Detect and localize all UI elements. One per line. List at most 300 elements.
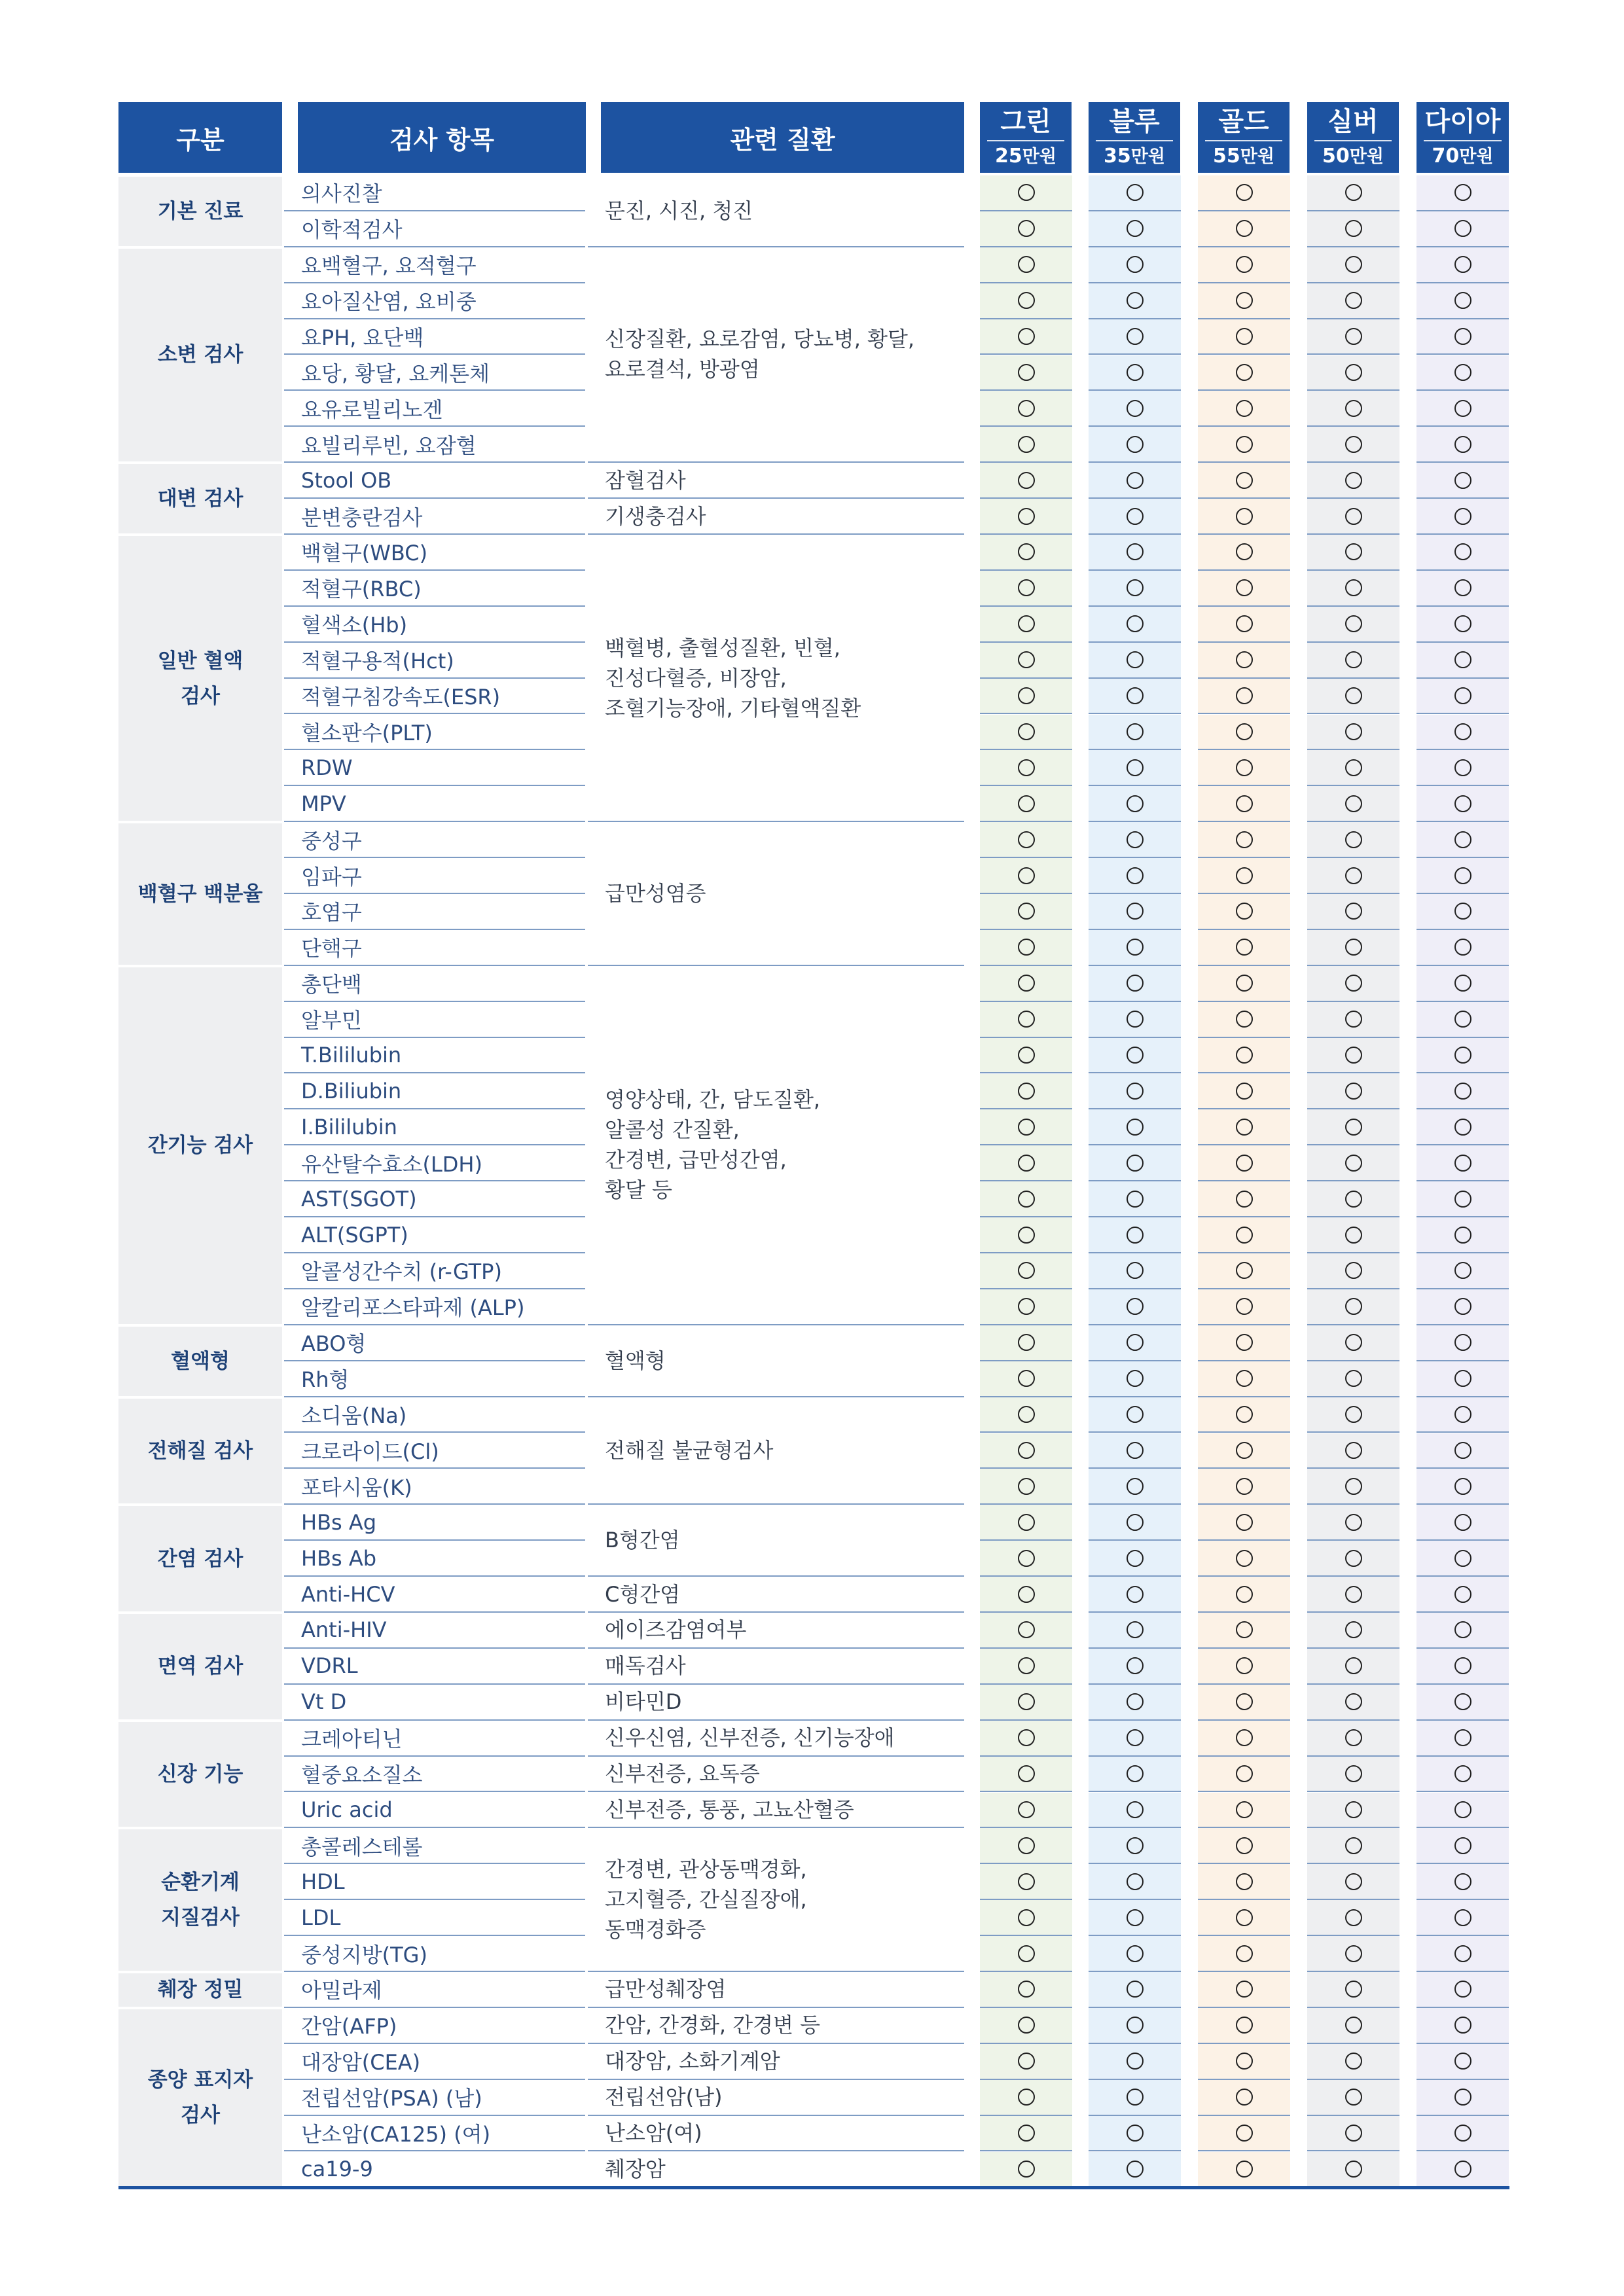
- included-mark-icon: [1236, 1442, 1253, 1459]
- plan-cell-green: [980, 1325, 1072, 1361]
- plan-cell-blue: [1089, 1541, 1181, 1577]
- included-mark-icon: [1345, 1442, 1362, 1459]
- plan-cell-green: [980, 499, 1072, 535]
- plan-cell-silver: [1307, 211, 1399, 247]
- plan-cell-green: [980, 1145, 1072, 1181]
- plan-cell-silver: [1307, 1828, 1399, 1864]
- included-mark-icon: [1127, 939, 1144, 956]
- category-label: 면역 검사: [157, 1655, 244, 1679]
- table-row-item: 단핵구: [284, 930, 585, 966]
- plan-cell-blue: [1089, 1325, 1181, 1361]
- plan-cell-silver: [1307, 535, 1399, 571]
- plan-cell-green: [980, 1397, 1072, 1433]
- included-mark-icon: [1454, 220, 1471, 237]
- included-mark-icon: [1236, 795, 1253, 812]
- plan-cell-diamond: [1416, 1253, 1509, 1289]
- included-mark-icon: [1127, 364, 1144, 381]
- included-mark-icon: [1345, 184, 1362, 201]
- included-mark-icon: [1345, 867, 1362, 884]
- included-mark-icon: [1454, 2053, 1471, 2070]
- plan-cell-blue: [1089, 2008, 1181, 2044]
- plan-cell-green: [980, 1793, 1072, 1829]
- included-mark-icon: [1236, 1155, 1253, 1172]
- included-mark-icon: [1236, 1909, 1253, 1926]
- included-mark-icon: [1236, 1873, 1253, 1890]
- plan-cell-green: [980, 715, 1072, 751]
- plan-cell-diamond: [1416, 1361, 1509, 1397]
- included-mark-icon: [1127, 2089, 1144, 2106]
- disease-cell: 급만성염증: [588, 822, 964, 966]
- included-mark-icon: [1127, 1047, 1144, 1064]
- included-mark-icon: [1345, 1119, 1362, 1136]
- plan-cell-green: [980, 1109, 1072, 1145]
- included-mark-icon: [1127, 2053, 1144, 2070]
- included-mark-icon: [1345, 2161, 1362, 2178]
- table-row-item: VDRL: [284, 1649, 585, 1685]
- included-mark-icon: [1454, 1657, 1471, 1674]
- plan-cell-silver: [1307, 1289, 1399, 1325]
- included-mark-icon: [1236, 1621, 1253, 1638]
- plan-cell-green: [980, 2080, 1072, 2116]
- plan-cell-gold: [1198, 1145, 1290, 1181]
- included-mark-icon: [1018, 508, 1035, 525]
- header-disease: [601, 102, 964, 173]
- plan-cell-silver: [1307, 1145, 1399, 1181]
- plan-cell-green: [980, 427, 1072, 463]
- plan-cell-silver: [1307, 2008, 1399, 2044]
- included-mark-icon: [1127, 579, 1144, 596]
- plan-cell-diamond: [1416, 211, 1509, 247]
- plan-cell-diamond: [1416, 930, 1509, 966]
- included-mark-icon: [1236, 364, 1253, 381]
- table-row-item: 총콜레스테롤: [284, 1828, 585, 1864]
- plan-cell-diamond: [1416, 1289, 1509, 1325]
- plan-cell-diamond: [1416, 247, 1509, 283]
- table-row-item: ALT(SGPT): [284, 1217, 585, 1253]
- plan-cell-green: [980, 750, 1072, 786]
- included-mark-icon: [1018, 2017, 1035, 2034]
- plan-cell-green: [980, 1757, 1072, 1793]
- included-mark-icon: [1018, 543, 1035, 560]
- table-row-item: Anti-HIV: [284, 1613, 585, 1649]
- included-mark-icon: [1127, 1155, 1144, 1172]
- table-row-item: 총단백: [284, 966, 585, 1002]
- plan-cell-green: [980, 1002, 1072, 1038]
- plan-name: 그린: [1000, 107, 1051, 137]
- plan-cell-green: [980, 175, 1072, 211]
- plan-cell-green: [980, 2152, 1072, 2188]
- plan-price-unit: 만원: [1240, 147, 1274, 167]
- plan-price: [1322, 141, 1384, 172]
- plan-cell-silver: [1307, 1217, 1399, 1253]
- plan-cell-gold: [1198, 607, 1290, 643]
- included-mark-icon: [1345, 1298, 1362, 1315]
- included-mark-icon: [1236, 939, 1253, 956]
- included-mark-icon: [1018, 1262, 1035, 1279]
- plan-cell-blue: [1089, 1289, 1181, 1325]
- plan-cell-gold: [1198, 1397, 1290, 1433]
- plan-cell-green: [980, 1828, 1072, 1864]
- plan-cell-silver: [1307, 427, 1399, 463]
- included-mark-icon: [1345, 1155, 1362, 1172]
- included-mark-icon: [1454, 436, 1471, 453]
- table-row-item: RDW: [284, 750, 585, 786]
- included-mark-icon: [1236, 1119, 1253, 1136]
- category-cell: [118, 1399, 282, 1504]
- plan-cell-green: [980, 1972, 1072, 2008]
- included-mark-icon: [1236, 1657, 1253, 1674]
- included-mark-icon: [1345, 975, 1362, 992]
- plan-cell-silver: [1307, 463, 1399, 499]
- included-mark-icon: [1345, 1334, 1362, 1351]
- plan-cell-diamond: [1416, 463, 1509, 499]
- included-mark-icon: [1454, 579, 1471, 596]
- included-mark-icon: [1236, 328, 1253, 345]
- plan-cell-green: [980, 1577, 1072, 1613]
- included-mark-icon: [1018, 903, 1035, 920]
- plan-cell-silver: [1307, 1433, 1399, 1469]
- disease-cell: C형간염: [588, 1577, 964, 1613]
- plan-cell-diamond: [1416, 786, 1509, 822]
- plan-cell-diamond: [1416, 858, 1509, 894]
- plan-cell-silver: [1307, 930, 1399, 966]
- included-mark-icon: [1236, 1227, 1253, 1244]
- plan-cell-diamond: [1416, 1038, 1509, 1074]
- plan-cell-silver: [1307, 1541, 1399, 1577]
- included-mark-icon: [1127, 867, 1144, 884]
- table-row-item: 요백혈구, 요적혈구: [284, 247, 585, 283]
- table-row-item: 난소암(CA125) (여): [284, 2116, 585, 2152]
- included-mark-icon: [1345, 292, 1362, 309]
- included-mark-icon: [1127, 1801, 1144, 1818]
- plan-cell-silver: [1307, 643, 1399, 679]
- included-mark-icon: [1345, 220, 1362, 237]
- plan-cell-diamond: [1416, 966, 1509, 1002]
- plan-cell-gold: [1198, 2044, 1290, 2080]
- table-row-item: 백혈구(WBC): [284, 535, 585, 571]
- included-mark-icon: [1236, 184, 1253, 201]
- included-mark-icon: [1236, 1801, 1253, 1818]
- included-mark-icon: [1454, 1047, 1471, 1064]
- included-mark-icon: [1127, 436, 1144, 453]
- plan-cell-diamond: [1416, 1181, 1509, 1217]
- plan-cell-gold: [1198, 1828, 1290, 1864]
- included-mark-icon: [1454, 1227, 1471, 1244]
- disease-cell: 신우신염, 신부전증, 신기능장애: [588, 1721, 964, 1757]
- plan-cell-diamond: [1416, 894, 1509, 930]
- included-mark-icon: [1454, 1370, 1471, 1387]
- included-mark-icon: [1236, 292, 1253, 309]
- included-mark-icon: [1345, 1693, 1362, 1710]
- included-mark-icon: [1345, 1370, 1362, 1387]
- included-mark-icon: [1236, 1262, 1253, 1279]
- plan-cell-silver: [1307, 499, 1399, 535]
- included-mark-icon: [1454, 328, 1471, 345]
- included-mark-icon: [1127, 1298, 1144, 1315]
- included-mark-icon: [1345, 256, 1362, 273]
- included-mark-icon: [1127, 723, 1144, 740]
- category-cell: [118, 464, 282, 533]
- included-mark-icon: [1236, 436, 1253, 453]
- included-mark-icon: [1127, 1945, 1144, 1962]
- included-mark-icon: [1018, 795, 1035, 812]
- category-label: 종양 표지자 검사: [147, 2068, 253, 2128]
- plan-cell-gold: [1198, 1936, 1290, 1972]
- included-mark-icon: [1236, 687, 1253, 704]
- plan-cell-blue: [1089, 463, 1181, 499]
- included-mark-icon: [1454, 651, 1471, 668]
- category-cell: [118, 823, 282, 965]
- included-mark-icon: [1127, 400, 1144, 417]
- included-mark-icon: [1127, 903, 1144, 920]
- plan-cell-gold: [1198, 1181, 1290, 1217]
- plan-cell-silver: [1307, 1793, 1399, 1829]
- included-mark-icon: [1018, 1801, 1035, 1818]
- included-mark-icon: [1018, 1334, 1035, 1351]
- disease-cell: 잠혈검사: [588, 463, 964, 499]
- included-mark-icon: [1018, 1657, 1035, 1674]
- plan-cell-silver: [1307, 1757, 1399, 1793]
- plan-cell-silver: [1307, 355, 1399, 391]
- category-cell: [118, 249, 282, 461]
- table-row-item: T.Bililubin: [284, 1038, 585, 1074]
- included-mark-icon: [1127, 2161, 1144, 2178]
- plan-cell-silver: [1307, 966, 1399, 1002]
- included-mark-icon: [1127, 1011, 1144, 1028]
- plan-cell-blue: [1089, 571, 1181, 607]
- included-mark-icon: [1454, 1262, 1471, 1279]
- disease-cell: 급만성췌장염: [588, 1972, 964, 2008]
- plan-cell-silver: [1307, 1038, 1399, 1074]
- plan-cell-diamond: [1416, 1900, 1509, 1936]
- category-cell: [118, 177, 282, 246]
- table-row-item: 요유로빌리노겐: [284, 391, 585, 427]
- plan-cell-gold: [1198, 750, 1290, 786]
- plan-cell-gold: [1198, 2008, 1290, 2044]
- included-mark-icon: [1454, 759, 1471, 776]
- disease-cell: 문진, 시진, 청진: [588, 175, 964, 247]
- plan-cell-diamond: [1416, 355, 1509, 391]
- included-mark-icon: [1454, 543, 1471, 560]
- plan-cell-green: [980, 1074, 1072, 1110]
- plan-cell-diamond: [1416, 1685, 1509, 1721]
- included-mark-icon: [1345, 1191, 1362, 1208]
- included-mark-icon: [1454, 1155, 1471, 1172]
- included-mark-icon: [1018, 1298, 1035, 1315]
- plan-cell-blue: [1089, 966, 1181, 1002]
- included-mark-icon: [1345, 1406, 1362, 1423]
- plan-cell-silver: [1307, 1469, 1399, 1505]
- included-mark-icon: [1127, 795, 1144, 812]
- included-mark-icon: [1454, 975, 1471, 992]
- plan-cell-blue: [1089, 1433, 1181, 1469]
- plan-name: 다이아: [1424, 107, 1501, 137]
- included-mark-icon: [1454, 1442, 1471, 1459]
- included-mark-icon: [1018, 1227, 1035, 1244]
- included-mark-icon: [1345, 1945, 1362, 1962]
- included-mark-icon: [1345, 2089, 1362, 2106]
- included-mark-icon: [1127, 1765, 1144, 1782]
- included-mark-icon: [1454, 2161, 1471, 2178]
- plan-cell-gold: [1198, 1433, 1290, 1469]
- included-mark-icon: [1018, 2053, 1035, 2070]
- plan-cell-blue: [1089, 2044, 1181, 2080]
- included-mark-icon: [1345, 1729, 1362, 1746]
- table-row-item: 크레아티닌: [284, 1721, 585, 1757]
- disease-cell: 전립선암(남): [588, 2080, 964, 2116]
- included-mark-icon: [1454, 292, 1471, 309]
- plan-cell-silver: [1307, 1685, 1399, 1721]
- plan-cell-diamond: [1416, 535, 1509, 571]
- included-mark-icon: [1454, 1119, 1471, 1136]
- included-mark-icon: [1345, 1011, 1362, 1028]
- included-mark-icon: [1127, 1621, 1144, 1638]
- table-row-item: 포타시움(K): [284, 1469, 585, 1505]
- plan-cell-silver: [1307, 1936, 1399, 1972]
- plan-cell-gold: [1198, 1469, 1290, 1505]
- plan-cell-blue: [1089, 1864, 1181, 1900]
- included-mark-icon: [1345, 1909, 1362, 1926]
- table-row-item: 적혈구(RBC): [284, 571, 585, 607]
- included-mark-icon: [1127, 1729, 1144, 1746]
- included-mark-icon: [1127, 184, 1144, 201]
- included-mark-icon: [1018, 1729, 1035, 1746]
- plan-cell-blue: [1089, 1469, 1181, 1505]
- plan-cell-blue: [1089, 1181, 1181, 1217]
- plan-cell-blue: [1089, 211, 1181, 247]
- plan-cell-gold: [1198, 966, 1290, 1002]
- included-mark-icon: [1454, 1945, 1471, 1962]
- included-mark-icon: [1236, 2017, 1253, 2034]
- included-mark-icon: [1127, 651, 1144, 668]
- included-mark-icon: [1018, 651, 1035, 668]
- plan-cell-diamond: [1416, 679, 1509, 715]
- plan-cell-silver: [1307, 1397, 1399, 1433]
- plan-name: 골드: [1218, 107, 1269, 137]
- included-mark-icon: [1454, 1801, 1471, 1818]
- table-row-item: 알부민: [284, 1002, 585, 1038]
- included-mark-icon: [1236, 472, 1253, 489]
- plan-cell-blue: [1089, 1361, 1181, 1397]
- plan-cell-blue: [1089, 822, 1181, 858]
- category-label: 간염 검사: [157, 1547, 244, 1571]
- included-mark-icon: [1454, 2089, 1471, 2106]
- included-mark-icon: [1345, 651, 1362, 668]
- included-mark-icon: [1127, 1693, 1144, 1710]
- table-row-item: 유산탈수효소(LDH): [284, 1145, 585, 1181]
- included-mark-icon: [1127, 615, 1144, 632]
- table-row-item: MPV: [284, 786, 585, 822]
- included-mark-icon: [1345, 903, 1362, 920]
- plan-cell-blue: [1089, 1936, 1181, 1972]
- plan-cell-silver: [1307, 1721, 1399, 1757]
- plan-price-number: 25: [995, 145, 1022, 168]
- table-row-item: 요당, 황달, 요케톤체: [284, 355, 585, 391]
- included-mark-icon: [1236, 1693, 1253, 1710]
- included-mark-icon: [1345, 1586, 1362, 1603]
- included-mark-icon: [1018, 1945, 1035, 1962]
- plan-cell-blue: [1089, 1757, 1181, 1793]
- plan-cell-silver: [1307, 175, 1399, 211]
- table-row-item: D.Biliubin: [284, 1074, 585, 1110]
- plan-cell-gold: [1198, 822, 1290, 858]
- plan-cell-green: [980, 247, 1072, 283]
- plan-cell-blue: [1089, 1002, 1181, 1038]
- included-mark-icon: [1236, 1478, 1253, 1495]
- included-mark-icon: [1454, 903, 1471, 920]
- plan-cell-blue: [1089, 175, 1181, 211]
- plan-cell-blue: [1089, 319, 1181, 355]
- plan-cell-gold: [1198, 894, 1290, 930]
- plan-cell-diamond: [1416, 1433, 1509, 1469]
- included-mark-icon: [1345, 795, 1362, 812]
- plan-cell-diamond: [1416, 1613, 1509, 1649]
- plan-cell-diamond: [1416, 1074, 1509, 1110]
- included-mark-icon: [1236, 1334, 1253, 1351]
- included-mark-icon: [1127, 472, 1144, 489]
- plan-cell-diamond: [1416, 2008, 1509, 2044]
- plan-cell-gold: [1198, 2080, 1290, 2116]
- plan-cell-gold: [1198, 715, 1290, 751]
- plan-cell-green: [980, 786, 1072, 822]
- category-cell: [118, 2009, 282, 2187]
- plan-cell-gold: [1198, 571, 1290, 607]
- plan-cell-blue: [1089, 1793, 1181, 1829]
- included-mark-icon: [1236, 831, 1253, 848]
- plan-cell-blue: [1089, 2116, 1181, 2152]
- included-mark-icon: [1236, 1370, 1253, 1387]
- category-label: 기본 진료: [157, 199, 244, 223]
- plan-price-unit: 만원: [1459, 147, 1494, 167]
- included-mark-icon: [1018, 1621, 1035, 1638]
- plan-cell-blue: [1089, 643, 1181, 679]
- plan-cell-blue: [1089, 1577, 1181, 1613]
- category-label: 대변 검사: [157, 487, 244, 511]
- plan-cell-gold: [1198, 1074, 1290, 1110]
- plan-cell-blue: [1089, 355, 1181, 391]
- plan-cell-green: [980, 211, 1072, 247]
- category-label: 일반 혈액 검사: [157, 649, 244, 708]
- plan-cell-diamond: [1416, 1936, 1509, 1972]
- included-mark-icon: [1127, 1514, 1144, 1531]
- included-mark-icon: [1018, 436, 1035, 453]
- included-mark-icon: [1018, 831, 1035, 848]
- plan-cell-green: [980, 571, 1072, 607]
- included-mark-icon: [1345, 687, 1362, 704]
- included-mark-icon: [1236, 1765, 1253, 1782]
- header-disease-label: 관련 질환: [730, 125, 835, 154]
- disease-cell: 대장암, 소화기계암: [588, 2044, 964, 2080]
- included-mark-icon: [1345, 1801, 1362, 1818]
- disease-cell: 췌장암: [588, 2152, 964, 2188]
- included-mark-icon: [1454, 1873, 1471, 1890]
- table-row-item: Anti-HCV: [284, 1577, 585, 1613]
- plan-cell-silver: [1307, 679, 1399, 715]
- included-mark-icon: [1345, 543, 1362, 560]
- disease-cell: 백혈병, 출혈성질환, 빈혈, 진성다혈증, 비장암, 조혈기능장애, 기타혈액질환: [588, 535, 964, 822]
- included-mark-icon: [1454, 472, 1471, 489]
- table-row-item: 요아질산염, 요비중: [284, 283, 585, 319]
- plan-cell-diamond: [1416, 2116, 1509, 2152]
- plan-cell-green: [980, 535, 1072, 571]
- plan-cell-diamond: [1416, 1469, 1509, 1505]
- included-mark-icon: [1127, 2017, 1144, 2034]
- plan-cell-gold: [1198, 1253, 1290, 1289]
- table-row-item: 혈중요소질소: [284, 1757, 585, 1793]
- table-row-item: 소디움(Na): [284, 1397, 585, 1433]
- disease-cell: 신부전증, 요독증: [588, 1757, 964, 1793]
- plan-cell-diamond: [1416, 319, 1509, 355]
